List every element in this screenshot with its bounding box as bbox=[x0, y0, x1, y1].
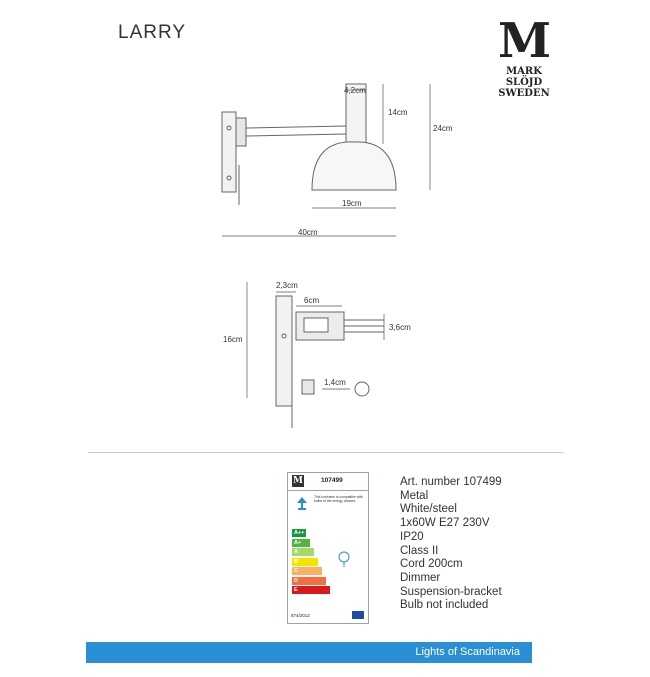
energy-label bbox=[287, 472, 369, 624]
energy-label-article: 107499 bbox=[321, 477, 343, 484]
energy-class-bar: A++ bbox=[294, 530, 305, 536]
energy-label-note: This luminaire is compatible with bulbs of the energy classes: bbox=[314, 495, 363, 504]
product-title: LARRY bbox=[118, 22, 187, 43]
arm-bottom-line bbox=[246, 134, 346, 136]
energy-class-bar: C bbox=[292, 567, 322, 575]
dimmer-switch bbox=[302, 380, 314, 394]
logo-line-3: SWEDEN bbox=[498, 88, 550, 99]
spec-line: Suspension-bracket bbox=[400, 585, 502, 598]
dim-total-length: 40cm bbox=[298, 228, 318, 237]
logo-line-1: MARK bbox=[506, 66, 542, 77]
spec-line: Class II bbox=[400, 544, 439, 557]
bulb-icon bbox=[334, 549, 354, 569]
footer-bar bbox=[86, 642, 532, 663]
wall-plate-front bbox=[276, 296, 292, 406]
dim-arm-height: 3,6cm bbox=[389, 323, 411, 332]
dim-top-width: 4,2cm bbox=[344, 86, 366, 95]
dim-bracket-width: 6cm bbox=[304, 296, 320, 305]
energy-class-bar: A+ bbox=[292, 539, 310, 547]
spec-line: Art. number 107499 bbox=[400, 476, 502, 488]
energy-label-header bbox=[288, 473, 368, 491]
dim-mount-depth: 2,3cm bbox=[276, 281, 298, 290]
wall-bracket-side bbox=[236, 118, 246, 146]
energy-class-bar: D bbox=[292, 577, 326, 585]
spec-line: Metal bbox=[400, 489, 429, 502]
energy-class-bar: A bbox=[292, 548, 314, 556]
section-divider bbox=[88, 452, 564, 453]
spec-line: White/steel bbox=[400, 503, 457, 516]
spec-line: 1x60W E27 230V bbox=[400, 517, 490, 530]
product-specs bbox=[400, 476, 502, 613]
spec-line: IP20 bbox=[400, 530, 424, 543]
spec-line: Dimmer bbox=[400, 571, 441, 584]
spec-line: Bulb not included bbox=[400, 599, 489, 612]
dim-plate-height: 16cm bbox=[223, 335, 243, 344]
lamp-icon bbox=[294, 495, 310, 511]
energy-label-logo: M bbox=[293, 476, 303, 486]
dim-top-height: 14cm bbox=[388, 108, 408, 117]
arm-top-line bbox=[246, 126, 346, 128]
dim-total-height: 24cm bbox=[433, 124, 453, 133]
logo-line-2: SLÖJD bbox=[505, 77, 543, 88]
lamp-shade bbox=[312, 142, 396, 190]
screw-detail bbox=[355, 382, 369, 396]
logo-letter: M bbox=[498, 13, 552, 69]
footer-tagline: Lights of Scandinavia bbox=[415, 646, 520, 658]
spec-line: Cord 200cm bbox=[400, 558, 463, 571]
energy-class-bar: B bbox=[292, 558, 318, 566]
dim-screw-diameter: 1,4cm bbox=[324, 378, 346, 387]
energy-label-regulation: 874/2012 bbox=[291, 613, 310, 618]
energy-class-bar: E bbox=[292, 586, 330, 594]
eu-flag-icon bbox=[352, 611, 364, 619]
dim-shade-diameter: 19cm bbox=[342, 199, 362, 208]
